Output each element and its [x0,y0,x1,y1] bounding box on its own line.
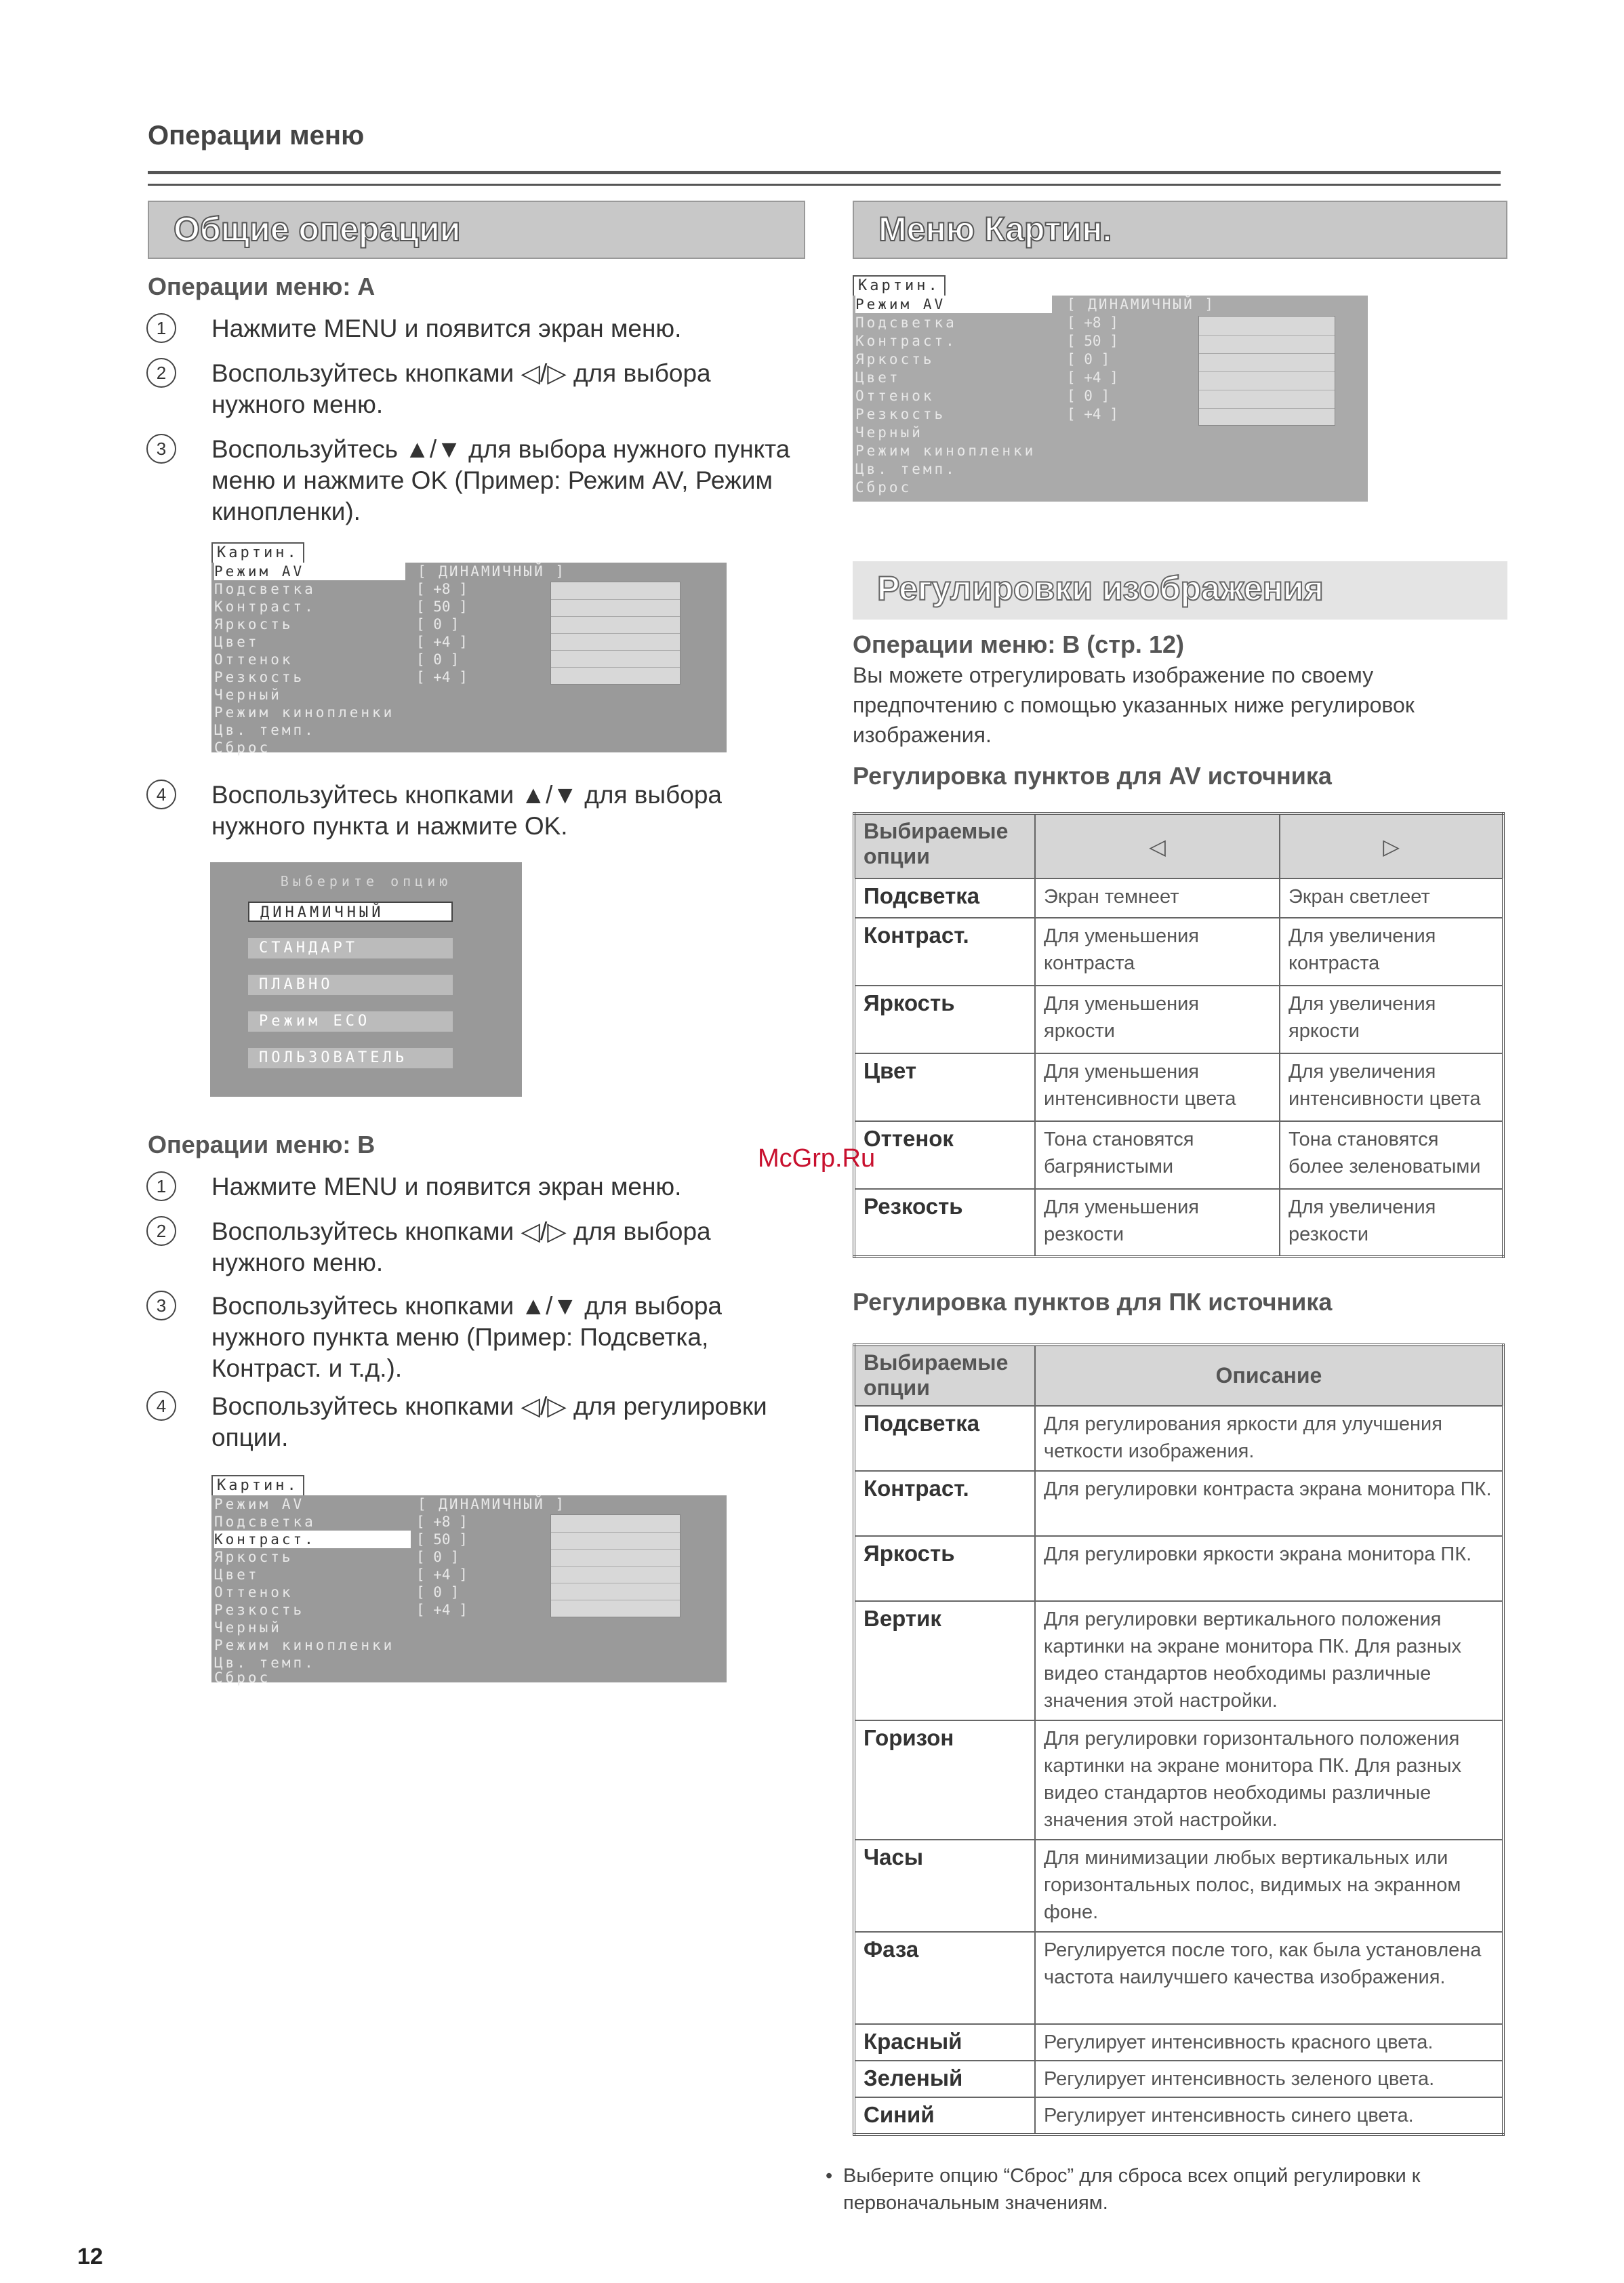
osd-picture-menu-1 [211,542,727,756]
step-text: Воспользуйтесь кнопками ▲/▼ для выбора нужного пункта и нажмите OK. [211,781,722,840]
pc-row-description: Для регулировки вертикального положения картинки на экране монитора ПК. Для разных видео стандартов необходимы различные значения этой настройки. [1035,1601,1503,1720]
osd-value: [ +8 ] [416,1514,468,1530]
page-header-title: Операции меню [148,121,365,150]
osd-item-black[interactable]: Черный [214,687,282,703]
av-row-left: Для уменьшения яркости [1035,986,1280,1053]
osd-item-color-temp[interactable]: Цв. темп. [855,461,957,477]
osd-value: [ 0 ] [416,651,460,668]
step-number: 3 [146,434,176,464]
pc-row-label: Зеленый [854,2061,1035,2097]
osd-item-film-mode[interactable]: Режим кинопленки [214,1637,395,1653]
osd-item-tint[interactable]: Оттенок [214,1584,293,1600]
osd-item-backlight[interactable]: Подсветка [214,1514,316,1530]
menu-b-step-1 [156,1171,808,1203]
av-row-label: Контраст. [854,918,1035,986]
osd-item-color[interactable]: Цвет [855,369,901,386]
pc-row-label: Горизон [854,1720,1035,1840]
osd-slider-graph [550,582,681,685]
pc-row-label: Яркость [854,1536,1035,1601]
option-user[interactable]: ПОЛЬЗОВАТЕЛЬ [248,1048,453,1068]
osd-value: [ +4 ] [1067,406,1118,422]
av-table-header-options: Выбираемые опции [854,813,1035,878]
options-caption: Выберите опцию [280,873,452,889]
step-number: 4 [146,780,176,809]
osd-slider-graph [550,1514,681,1617]
osd-item-color[interactable]: Цвет [214,1567,260,1583]
option-eco[interactable]: Режим ECO [248,1011,453,1032]
page-number: 12 [77,2244,103,2269]
osd-mode-value: [ ДИНАМИЧНЫЙ ] [1067,296,1216,312]
av-row-right: Для увеличения яркости [1280,986,1503,1053]
step-number: 1 [146,1171,176,1201]
pc-row-description: Регулируется после того, как была установлена частота наилучшего качества изображения. [1035,1932,1503,2024]
osd-value: [ 0 ] [416,1549,460,1565]
pc-row-description: Для регулировки яркости экрана монитора ПК. [1035,1536,1503,1601]
osd-item-color-temp[interactable]: Цв. темп. [214,1655,316,1671]
av-source-title: Регулировка пунктов для AV источника [853,762,1332,790]
av-table-header-right: ▷ [1280,813,1503,878]
av-table-header-left: ◁ [1035,813,1280,878]
osd-value: [ +8 ] [1067,315,1118,331]
osd-slider-graph [1198,316,1335,426]
osd-value: [ 0 ] [1067,351,1110,367]
osd-value: [ 50 ] [416,599,468,615]
osd-value: [ +4 ] [1067,369,1118,386]
osd-item-sharpness[interactable]: Резкость [214,1602,305,1618]
pc-row-description: Для регулировки контраста экрана монитора ПК. [1035,1471,1503,1536]
pc-row-label: Контраст. [854,1471,1035,1536]
osd-item-color-temp[interactable]: Цв. темп. [214,722,316,738]
osd-item-film-mode[interactable]: Режим кинопленки [855,443,1036,459]
osd-picture-menu-2 [211,1475,727,1686]
av-row-right: Для увеличения контраста [1280,918,1503,986]
osd-value: [ +8 ] [416,581,468,597]
pc-row-description: Регулирует интенсивность красного цвета. [1035,2024,1503,2061]
av-row-label: Подсветка [854,878,1035,918]
av-row-left: Тона становятся багрянистыми [1035,1121,1280,1189]
step-text: Нажмите MENU и появится экран меню. [211,1173,682,1200]
pc-row-description: Для минимизации любых вертикальных или горизонтальных полос, видимых на экранном фоне. [1035,1840,1503,1932]
osd-item-contrast[interactable]: Контраст. [855,333,957,349]
pc-row-description: Регулирует интенсивность синего цвета. [1035,2097,1503,2135]
menu-b-step-3 [156,1291,808,1384]
menu-a-heading: Операции меню: A [148,272,375,300]
pc-row-description: Для регулирования яркости для улучшения четкости изображения. [1035,1406,1503,1471]
osd-value: [ 50 ] [416,1531,468,1548]
av-row-right: Для увеличения резкости [1280,1189,1503,1257]
reset-note [826,2162,1507,2217]
osd-item-backlight[interactable]: Подсветка [214,581,316,597]
option-soft[interactable]: ПЛАВНО [248,975,453,995]
options-selection-box [210,862,522,1097]
osd-item-brightness[interactable]: Яркость [214,1549,293,1565]
osd-value: [ 50 ] [1067,333,1118,349]
av-row-left: Экран темнеет [1035,878,1280,918]
step-text: Воспользуйтесь кнопками ◁/▷ для выбора нужного меню. [211,1217,711,1276]
pc-row-label: Подсветка [854,1406,1035,1471]
osd-item-contrast[interactable]: Контраст. [214,1531,411,1548]
pc-source-title: Регулировка пунктов для ПК источника [853,1288,1333,1316]
menu-a-step-4 [156,780,808,842]
osd-item-av-mode[interactable]: Режим AV [214,563,405,580]
osd-item-brightness[interactable]: Яркость [855,351,935,367]
pc-adjustments-table [853,1343,1505,2136]
pc-row-label: Синий [854,2097,1035,2135]
osd-item-backlight[interactable]: Подсветка [855,315,957,331]
av-row-right: Тона становятся более зеленоватыми [1280,1121,1503,1189]
option-dynamic[interactable]: ДИНАМИЧНЫЙ [248,902,453,922]
step-text: Воспользуйтесь кнопками ◁/▷ для выбора нужного меню. [211,359,711,418]
osd-mode-value: [ ДИНАМИЧНЫЙ ] [418,1496,567,1512]
av-adjustments-table [853,812,1505,1258]
osd-item-color[interactable]: Цвет [214,634,260,650]
step-number: 3 [146,1291,176,1320]
av-row-label: Яркость [854,986,1035,1053]
option-standard[interactable]: СТАНДАРТ [248,938,453,958]
step-number: 2 [146,358,176,388]
banner-general-operations: Общие операции [148,201,805,259]
osd-item-brightness[interactable]: Яркость [214,616,293,632]
bullet-icon: • [826,2165,833,2187]
osd-item-black[interactable]: Черный [855,424,923,441]
osd-item-film-mode[interactable]: Режим кинопленки [214,704,395,721]
av-row-label: Оттенок [854,1121,1035,1189]
menu-b-step-2 [156,1216,808,1278]
step-number: 2 [146,1216,176,1246]
osd-tab: Картин. [211,1475,304,1497]
osd-value: [ +4 ] [416,634,468,650]
menu-b-heading: Операции меню: B [148,1131,375,1158]
osd-item-av-mode[interactable]: Режим AV [855,296,1052,313]
menu-a-step-1 [156,313,808,344]
step-number: 4 [146,1391,176,1421]
osd-item-sharpness[interactable]: Резкость [855,406,946,422]
osd-value: [ +4 ] [416,669,468,685]
osd-item-sharpness[interactable]: Резкость [214,669,305,685]
pc-row-description: Регулирует интенсивность зеленого цвета. [1035,2061,1503,2097]
reset-note-text: Выберите опцию “Сброс” для сброса всех опций регулировки к первоначальным значениям. [843,2165,1421,2214]
av-row-left: Для уменьшения резкости [1035,1189,1280,1257]
osd-picture-menu-3 [853,275,1368,502]
adjustments-intro: Вы можете отрегулировать изображение по своему предпочтению с помощью указанных ниже регулировок изображения. [853,663,1415,747]
osd-tab: Картин. [853,275,946,297]
osd-mode-value: [ ДИНАМИЧНЫЙ ] [418,563,567,580]
osd-value: [ +4 ] [416,1567,468,1583]
step-text: Воспользуйтесь кнопками ▲/▼ для выбора нужного пункта меню (Пример: Подсветка, Контраст. и т.д.). [211,1292,722,1382]
osd-item-tint[interactable]: Оттенок [214,651,293,668]
pc-row-label: Красный [854,2024,1035,2061]
pc-row-label: Часы [854,1840,1035,1932]
av-row-label: Резкость [854,1189,1035,1257]
header-rule [148,171,1501,186]
step-number: 1 [146,313,176,343]
pc-row-description: Для регулировки горизонтального положения картинки на экране монитора ПК. Для разных видео стандартов необходимы различные значения этой настройки. [1035,1720,1503,1840]
osd-value: [ 0 ] [416,616,460,632]
pc-row-label: Вертик [854,1601,1035,1720]
av-row-label: Цвет [854,1053,1035,1121]
osd-value: [ 0 ] [416,1584,460,1600]
osd-item-contrast[interactable]: Контраст. [214,599,316,615]
banner-picture-menu: Меню Картин. [853,201,1507,259]
banner-picture-adjustments: Регулировки изображения [853,561,1507,620]
step-text: Воспользуйтесь ▲/▼ для выбора нужного пункта меню и нажмите OK (Пример: Режим AV, Режим кинопленки). [211,435,790,525]
osd-value: [ 0 ] [1067,388,1110,404]
pc-table-header-options: Выбираемые опции [854,1345,1035,1406]
menu-b-page-heading: Операции меню: B (стр. 12) [853,630,1184,658]
osd-tab: Картин. [211,542,304,564]
av-row-right: Экран светлеет [1280,878,1503,918]
osd-item-black[interactable]: Черный [214,1619,282,1636]
menu-a-step-3 [156,434,808,527]
pc-table-header-description: Описание [1035,1345,1503,1406]
osd-item-reset[interactable]: Сброс [214,740,271,756]
av-row-left: Для уменьшения контраста [1035,918,1280,986]
menu-b-step-4 [156,1391,808,1453]
osd-item-reset[interactable]: Сброс [855,479,912,496]
menu-a-step-2 [156,358,808,420]
osd-item-reset[interactable]: Сброс [214,1670,271,1686]
watermark: McGrp.Ru [758,1144,876,1173]
av-row-right: Для увеличения интенсивности цвета [1280,1053,1503,1121]
step-text: Нажмите MENU и появится экран меню. [211,315,682,342]
step-text: Воспользуйтесь кнопками ◁/▷ для регулировки опции. [211,1392,767,1451]
osd-item-tint[interactable]: Оттенок [855,388,935,404]
osd-value: [ +4 ] [416,1602,468,1618]
pc-row-label: Фаза [854,1932,1035,2024]
osd-item-av-mode[interactable]: Режим AV [214,1496,305,1512]
av-row-left: Для уменьшения интенсивности цвета [1035,1053,1280,1121]
